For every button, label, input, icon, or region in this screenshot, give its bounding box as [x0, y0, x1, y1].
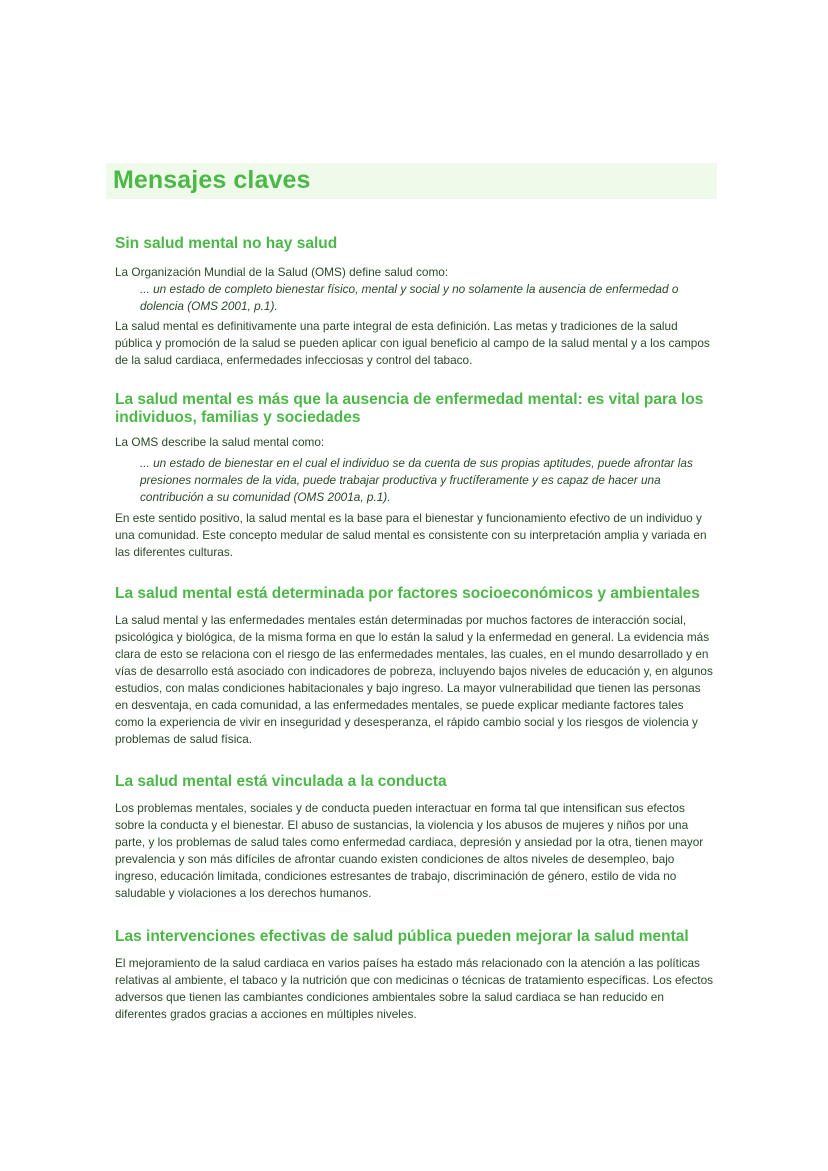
section-intro: La Organización Mundial de la Salud (OMS) define salud como:	[115, 265, 449, 279]
section-body: Los problemas mentales, sociales y de conducta pueden interactuar en forma tal que intensifican sus efectos sobre la conducta y el bienestar. El abuso de sustancias, la violencia y los abusos de mujeres y niños por una parte, y los problemas de salud tales como enfermedad cardiaca, depresión y ansiedad por la otra, tienen mayor prevalencia y son más difíciles de afrontar cuando existen condiciones de altos niveles de desempleo, bajo ingreso, educación limitada, condiciones estresantes de trabajo, discriminación de género, estilo de vida no saludable y violaciones a los derechos humanos.	[115, 801, 704, 900]
section-quote: ... un estado de completo bienestar físico, mental y social y no solamente la ausencia de enfermedad o dolencia (OMS 2001, p.1).	[140, 282, 679, 313]
section-body: El mejoramiento de la salud cardiaca en varios países ha estado más relacionado con la atención a las políticas relativas al ambiente, el tabaco y la nutrición que con medicinas o técnicas de tratamiento específicas. Los efectos adversos que tienen las cambiantes condiciones ambientales sobre la salud cardiaca se han reducido en diferentes grados gracias a acciones en múltiples niveles.	[115, 956, 714, 1021]
section-intervenciones-efectivas	[115, 928, 715, 1023]
document-content	[115, 232, 715, 1023]
section-sin-salud-mental	[115, 235, 715, 369]
section-intro: La OMS describe la salud mental como:	[115, 435, 325, 449]
section-heading: Sin salud mental no hay salud	[115, 235, 338, 252]
section-vinculada-conducta	[115, 773, 715, 902]
section-factores-socioeconomicos	[115, 585, 715, 748]
section-body: La salud mental es definitivamente una parte integral de esta definición. Las metas y tradiciones de la salud pública y promoción de la salud se pueden aplicar con igual beneficio al campo de la salud mental y a los campos de la salud cardiaca, enfermedades infecciosas y control del tabaco.	[115, 319, 710, 367]
title-bar	[106, 163, 717, 199]
section-heading: La salud mental está vinculada a la conducta	[115, 773, 447, 790]
section-quote: ... un estado de bienestar en el cual el individuo se da cuenta de sus propias aptitudes, puede afrontar las presiones normales de la vida, puede trabajar productiva y fructíferamente y es capaz de hacer una contribución a su comunidad (OMS 2001a, p.1).	[140, 456, 693, 504]
page-title: Mensajes claves	[113, 166, 311, 194]
section-heading: La salud mental es más que la ausencia de enfermedad mental: es vital para los individuos, familias y sociedades	[115, 391, 704, 426]
section-mas-que-ausencia	[115, 391, 715, 561]
section-body: La salud mental y las enfermedades mentales están determinadas por muchos factores de interacción social, psicológica y biológica, de la misma forma en que lo están la salud y la enfermedad en general. La evidencia más clara de esto se relaciona con el riesgo de las enfermedades mentales, las cuales, en el mundo desarrollado y en vías de desarrollo está asociado con indicadores de pobreza, incluyendo bajos niveles de educación y, en algunos estudios, con malas condiciones habitacionales y bajo ingreso. La mayor vulnerabilidad que tienen las personas en desventaja, en cada comunidad, a las enfermedades mentales, se puede explicar mediante factores tales como la experiencia de vivir en inseguridad y desesperanza, el rápido cambio social y los riesgos de violencia y problemas de salud física.	[115, 613, 713, 746]
section-heading: Las intervenciones efectivas de salud pública pueden mejorar la salud mental	[115, 928, 689, 945]
section-heading: La salud mental está determinada por factores socioeconómicos y ambientales	[115, 585, 700, 602]
section-body: En este sentido positivo, la salud mental es la base para el bienestar y funcionamiento efectivo de un individuo y una comunidad. Este concepto medular de salud mental es consistente con su interpretación amplia y variada en las diferentes culturas.	[115, 511, 707, 559]
